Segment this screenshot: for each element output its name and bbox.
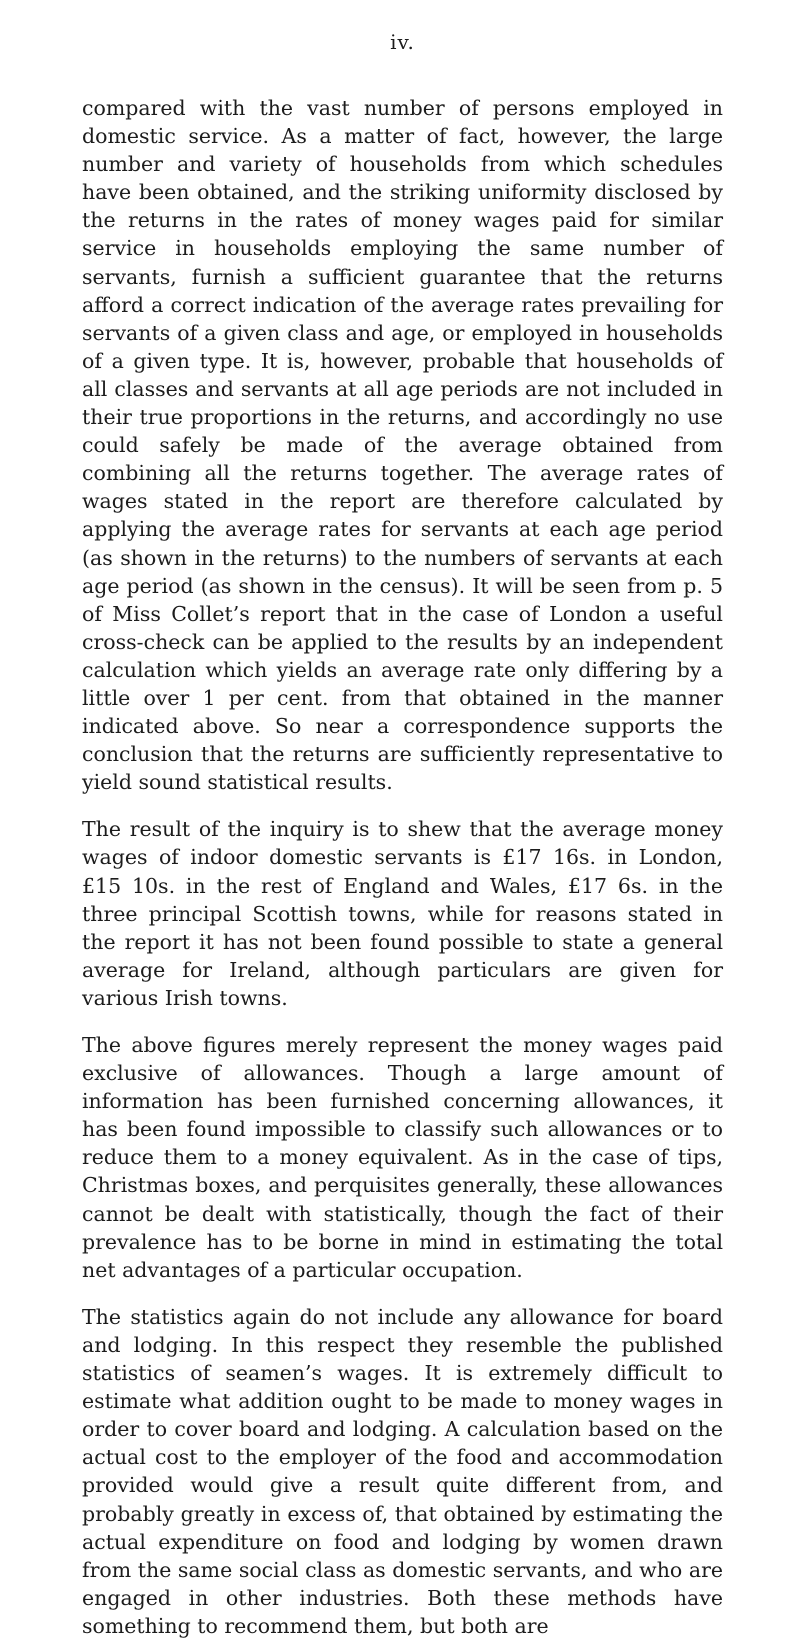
paragraph-allowances: The above figures merely represent the money wages paid exclusive of allowances. Though a large amount of information has been furnished concerning allowances, it has been found impossible to classify such allowances or to reduce them to a money equivalent. As in the case of tips, Christmas boxes, and perquisites generally, these allowances cannot be dealt with statistically, though the fact of their prevalence has to be borne in mind in estimating the total net advantages of a particular occupation.: [82, 1033, 723, 1282]
paragraph-continuation: compared with the vast number of persons employed in domestic service. As a matter of fact, however, the large number and variety of households from which schedules have been obtained, and the striking uniformity disclosed by the returns in the rates of money wages paid for similar service in households employing the same number of servants, furnish a sufficient guarantee that the returns afford a correct indication of the average rates prevailing for servants of a given class and age, or employed in households of a given type. It is, however, probable that households of all classes and servants at all age periods are not included in their true proportions in the returns, and accordingly no use could safely be made of the average obtained from combining all the returns together. The average rates of wages stated in the report are therefore calculated by applying the average rates for servants at each age period (as shown in the returns) to the numbers of servants at each age period (as shown in the census). It will be seen from p. 5 of Miss Collet’s report that in the case of London a useful cross-check can be applied to the results by an independent calculation which yields an average rate only differing by a little over 1 per cent. from that obtained in the manner indicated above. So near a correspondence supports the conclusion that the returns are sufficiently representative to yield sound statistical results.: [82, 96, 723, 795]
paragraph-average-wages: The result of the inquiry is to shew that the average money wages of indoor domestic servants is £17 16s. in London, £15 10s. in the rest of England and Wales, £17 6s. in the three principal Scottish towns, while for reasons stated in the report it has not been found possible to state a general average for Ireland, although particulars are given for various Irish towns.: [82, 817, 723, 1010]
page-number: iv.: [390, 30, 415, 54]
paragraph-board-and-lodging: The statistics again do not include any allowance for board and lodging. In this respect they resemble the published statistics of seamen’s wages. It is extremely difficult to estimate what addition ought to be made to money wages in order to cover board and lodging. A calculation based on the actual cost to the employer of the food and accommodation provided would give a result quite different from, and probably greatly in excess of, that obtained by estimating the actual expenditure on food and lodging by women drawn from the same social class as domestic servants, and who are engaged in other industries. Both these methods have something to recommend them, but both are: [82, 1304, 723, 1638]
